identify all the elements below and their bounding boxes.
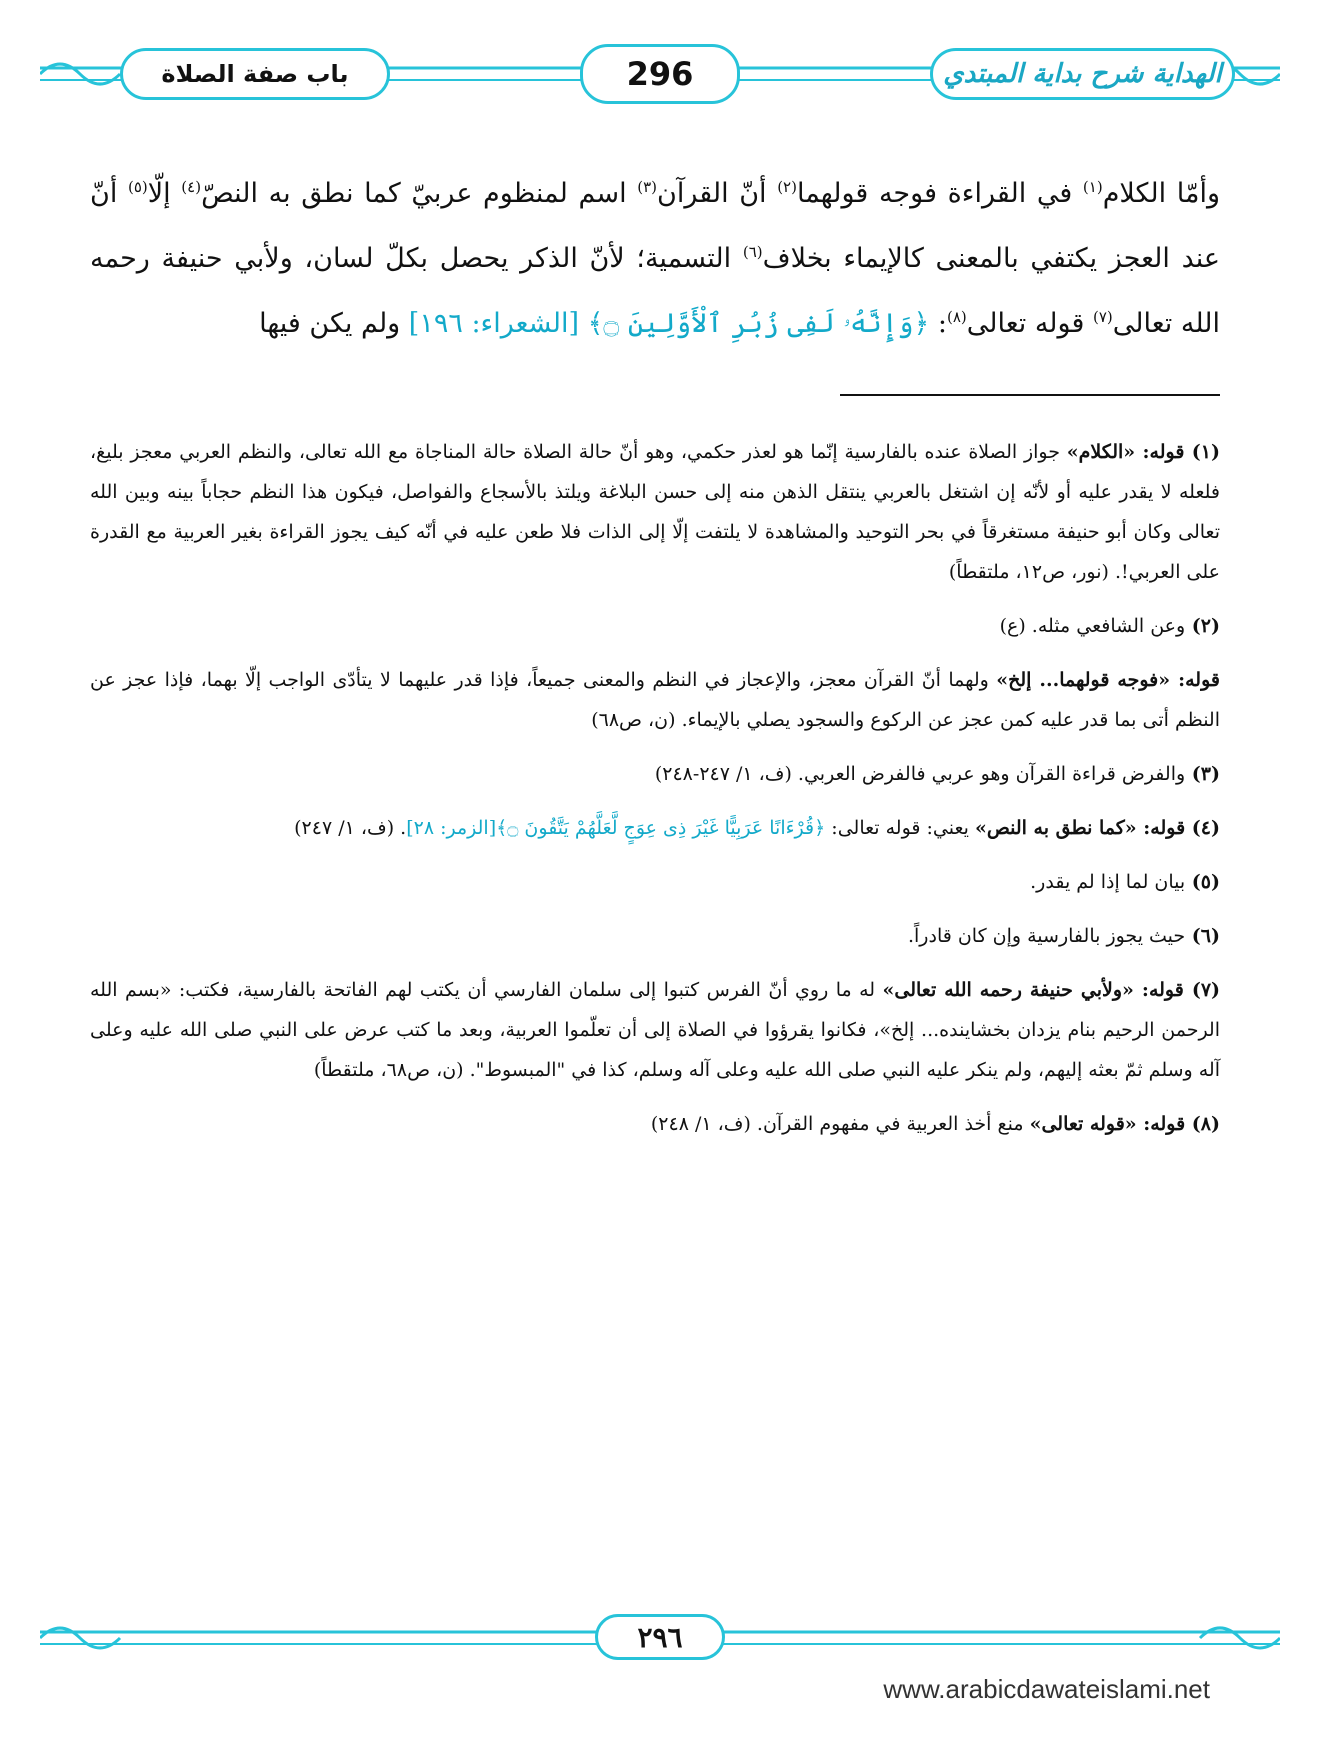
footnote-8 [90, 1104, 1220, 1144]
footnote-ref: (٨) [946, 308, 967, 326]
footnote-2 [90, 606, 1220, 646]
footnote-keyword: «فوجه قولهما... إلخ» [996, 669, 1171, 691]
text-segment: التسمية؛ لأنّ الذكر يحصل بكلّ لسان، ولأبي [234, 243, 743, 274]
text-segment: حنيفة رحمه الله تعالى [90, 243, 1220, 339]
book-title: الهداية شرح بداية المبتدي [930, 48, 1235, 100]
footnotes [90, 432, 1220, 1158]
main-text [90, 158, 1220, 353]
footnote-text: بيان لما إذا لم يقدر. [1030, 871, 1186, 893]
footnote-ref: (٥) [127, 178, 148, 196]
text-segment: : [929, 308, 947, 339]
footnote-ref: (٤) [181, 178, 202, 196]
footnote-text: ولهما أنّ القرآن معجز، والإعجاز في النظم والمعنى جميعاً، فإذا قدر عليهما لا يتأدّى الواجب إلّا بهما، فإذا عجز عن النظم أتى بما قدر عليه كمن عجز عن الركوع والسجود يصلي بالإيماء. (ن، ص٦٨) [90, 669, 1220, 731]
footnote-text: جواز الصلاة عنده بالفارسية إنّما هو لعذر حكمي، وهو أنّ حالة الصلاة حالة المناجاة مع الله تعالى، والنظم العربي معجز بليغ، فلعله لا يقدر عليه أو لأنّه إن اشتغل بالعربي ينتقل الذهن منه إلى حسن البلاغة ويلتذ بالأسجاع والفواصل، فيكون هذا النظم حجاباً بينه وبين الله تعالى وكان أبو حنيفة مستغرقاً في بحر التوحيد والمشاهدة لا يلتفت إلّا إلى الذات فلا طعن عليه في أنّه كيف يجوز القراءة بغير العربية مع القدرة على العربي!. (نور، ص١٢، ملتقطاً) [90, 441, 1220, 583]
footer-page-number: ٢٩٦ [595, 1614, 725, 1660]
quran-verse: ﴿قُرْءَانًا عَرَبِيًّا غَيْرَ ذِى عِوَجٍ لَّعَلَّهُمْ يَتَّقُونَ ۝﴾[الزمر: ٢٨] [406, 817, 826, 839]
footnote-2b [90, 660, 1220, 740]
footnote-keyword: «كما نطق به النص» [974, 817, 1137, 839]
text-segment: وأمّا الكلام [1102, 178, 1221, 209]
footnote-text: له ما روي أنّ الفرس كتبوا إلى سلمان الفارسي أن يكتب لهم الفاتحة بالفارسية، فكتب: «بسم الله الرحمن الرحيم بنام يزدان بخشاينده... إلخ»، فكانوا يقرؤوا في الصلاة إلى أن تعلّموا العربية، وبعد ما كتب عرض على النبي صلى الله عليه وعلى آله وسلم ثمّ بعثه إليهم، ولم ينكر عليه النبي صلى الله عليه وعلى آله وسلم، كذا في "المبسوط". (ن، ص٦٨، ملتقطاً) [90, 979, 1220, 1081]
footnote-number: (٥) [1185, 871, 1220, 893]
text-segment: اسم لمنظوم عربيّ كما نطق به النصّ [201, 178, 638, 209]
text-segment: أنّ عند العجز يكتفي بالمعنى كالإيماء بخلاف [90, 178, 1221, 274]
footnote-3 [90, 754, 1220, 794]
footnote-text: يعني: قوله تعالى: [825, 817, 975, 839]
footnote-number: (١) قوله: [1135, 441, 1221, 463]
footnote-text: وعن الشافعي مثله. (ع) [999, 615, 1186, 637]
footnote-text: والفرض قراءة القرآن وهو عربي فالفرض العربي. (ف، ١/ ٢٤٧-٢٤٨) [654, 763, 1186, 785]
text-segment: إلّا [147, 178, 182, 209]
footnote-separator [840, 394, 1220, 396]
footnote-4 [90, 808, 1220, 848]
page-header [40, 40, 1280, 110]
text-segment: ولم يكن فيها [259, 308, 409, 339]
footnote-ref: (١) [1082, 178, 1103, 196]
footnote-keyword: «ولأبي حنيفة رحمه الله تعالى» [882, 979, 1134, 1001]
footnote-ref: (٦) [742, 243, 763, 261]
footnote-number: (٨) قوله: [1136, 1113, 1220, 1135]
footnote-ref: (٢) [777, 178, 797, 196]
footnote-number: (٦) [1185, 925, 1220, 947]
page-number: 296 [580, 44, 740, 104]
footnote-7 [90, 970, 1220, 1090]
text-segment: قوله تعالى [966, 308, 1093, 339]
footnote-number: (٤) قوله: [1136, 817, 1220, 839]
footnote-number: (٧) قوله: [1133, 979, 1221, 1001]
chapter-title: باب صفة الصلاة [120, 48, 390, 100]
footnote-number: قوله: [1170, 669, 1220, 691]
text-segment: في القراءة فوجه قولهما [796, 178, 1083, 209]
footnote-keyword: «الكلام» [1066, 441, 1136, 463]
website-url[interactable]: www.arabicdawateislami.net [883, 1674, 1210, 1704]
footnote-6 [90, 916, 1220, 956]
footnote-5 [90, 862, 1220, 902]
footnote-text: منع أخذ العربية في مفهوم القرآن. (ف، ١/ ٢٤٨) [650, 1113, 1030, 1135]
footnote-1 [90, 432, 1220, 592]
footnote-text: . (ف، ١/ ٢٤٧) [294, 817, 407, 839]
footnote-ref: (٣) [637, 178, 657, 196]
footnote-ref: (٧) [1092, 308, 1113, 326]
text-segment: أنّ القرآن [656, 178, 778, 209]
page-footer [40, 1608, 1280, 1668]
quran-verse: ﴿وَإِنَّهُۥ لَفِى زُبُرِ ٱلْأَوَّلِينَ ۝﴾ [الشعراء: ١٩٦] [408, 308, 930, 339]
footnote-keyword: «قوله تعالى» [1029, 1113, 1137, 1135]
footnote-number: (٣) [1185, 763, 1220, 785]
main-line [90, 158, 1220, 353]
footnote-number: (٢) [1185, 615, 1220, 637]
footnote-text: حيث يجوز بالفارسية وإن كان قادراً. [907, 925, 1186, 947]
